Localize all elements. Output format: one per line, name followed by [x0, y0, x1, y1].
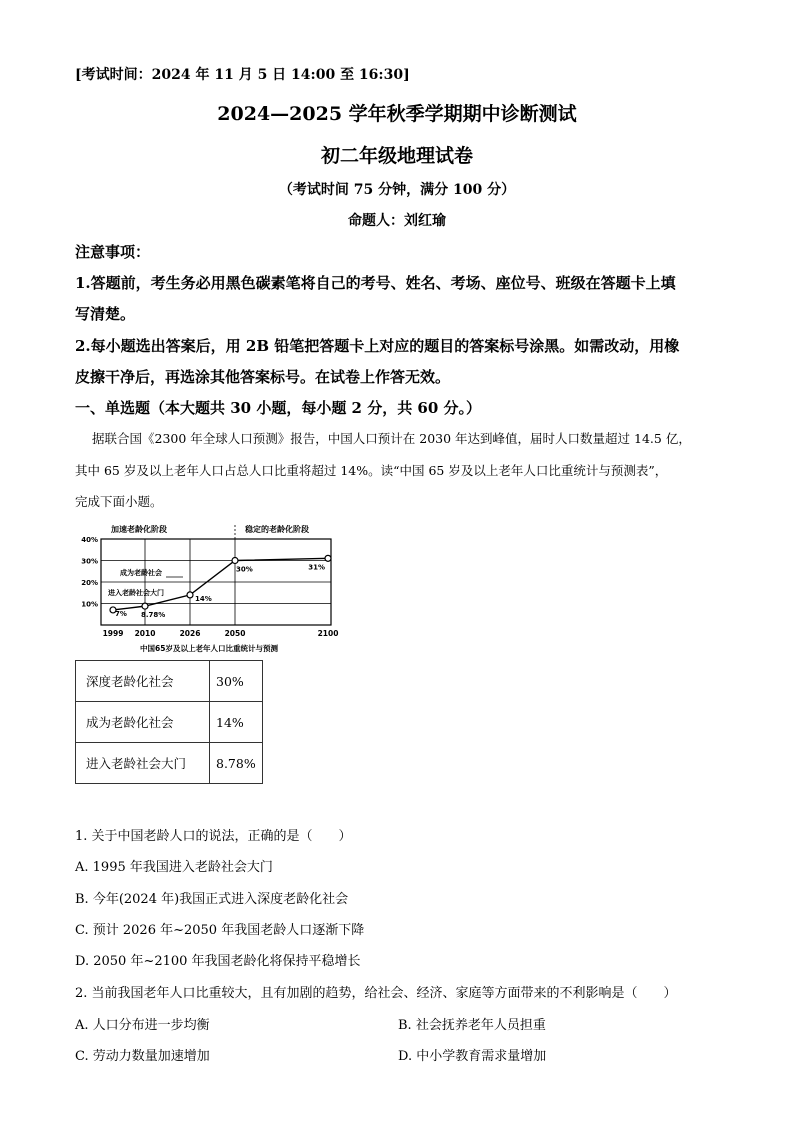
data-point	[325, 555, 331, 561]
data-label-2010: 8.78%	[141, 611, 166, 620]
table-row	[76, 702, 263, 743]
table-cell-label: 深度老龄化社会	[76, 661, 210, 702]
data-label-1999: 7%	[115, 609, 127, 618]
exam-duration: （考试时间 75 分钟，满分 100 分）	[278, 182, 516, 198]
chart-title: 中国65岁及以上老年人口比重统计与预测	[140, 644, 278, 653]
data-label-2026: 14%	[195, 594, 212, 603]
q1-option-d: D. 2050 年~2100 年我国老龄化将保持平稳增长	[75, 954, 361, 969]
annotation-enter-aging: 进入老龄社会大门	[108, 589, 164, 597]
notes-item2-line1: 2.每小题选出答案后，用 2B 铅笔把答题卡上对应的题目的答案标号涂黑。如需改动，用橡	[75, 337, 680, 355]
notes-heading: 注意事项：	[75, 243, 151, 261]
table-cell-label: 成为老龄化社会	[76, 702, 210, 743]
table-cell-value: 8.78%	[210, 743, 263, 784]
x-tick-label: 2026	[179, 629, 201, 638]
exam-subtitle: 初二年级地理试卷	[320, 145, 473, 167]
y-tick-label: 10%	[81, 600, 98, 609]
data-label-2100: 31%	[308, 563, 325, 572]
exam-title: 2024—2025 学年秋季学期期中诊断测试	[217, 103, 577, 125]
table-cell-value: 14%	[210, 702, 263, 743]
y-tick-label: 40%	[81, 536, 98, 544]
q2-stem: 2. 当前我国老年人口比重较大，且有加剧的趋势，给社会、经济、家庭等方面带来的不利影响是（ ）	[75, 986, 677, 1001]
q2-option-a: A. 人口分布进一步均衡	[75, 1018, 210, 1033]
q1-option-b: B. 今年(2024 年)我国正式进入深度老龄化社会	[75, 892, 349, 907]
data-point	[187, 592, 193, 598]
data-point	[232, 558, 238, 564]
y-tick-label: 20%	[81, 579, 98, 587]
q2-option-d: D. 中小学教育需求量增加	[398, 1049, 547, 1064]
q2-option-b: B. 社会抚养老年人员担重	[398, 1018, 546, 1033]
x-tick-label: 2050	[224, 629, 246, 638]
q1-stem: 1. 关于中国老龄人口的说法，正确的是（ ）	[75, 829, 352, 844]
annotation-become-aging: 成为老龄社会	[120, 569, 162, 577]
aging-population-chart	[75, 520, 340, 655]
q1-option-c: C. 预计 2026 年~2050 年我国老龄人口逐渐下降	[75, 923, 365, 938]
data-label-2050: 30%	[236, 565, 253, 574]
passage-line2: 其中 65 岁及以上老年人口占总人口比重将超过 14%。读“中国 65 岁及以上老年人口比重统计与预测表”，	[75, 463, 668, 478]
passage-line1: 据联合国《2300 年全球人口预测》报告，中国人口预计在 2030 年达到峰值，届时人口数量超过 14.5 亿，	[92, 431, 691, 446]
notes-item2-line2: 皮擦干净后，再选涂其他答案标号。在试卷上作答无效。	[75, 368, 451, 386]
notes-item1-line1: 1.答题前，考生务必用黑色碳素笔将自己的考号、姓名、考场、座位号、班级在答题卡上填	[75, 274, 676, 292]
section1-heading: 一、单选题（本大题共 30 小题，每小题 2 分，共 60 分。）	[75, 399, 482, 417]
aging-stage-table	[75, 660, 263, 784]
stage-label-stable: 稳定的老龄化阶段	[245, 525, 309, 534]
notes-item1-line2: 写清楚。	[75, 305, 136, 323]
table-cell-label: 进入老龄社会大门	[76, 743, 210, 784]
x-tick-label: 2100	[317, 629, 339, 638]
table-cell-value: 30%	[210, 661, 263, 702]
table-row	[76, 661, 263, 702]
x-tick-label: 1999	[102, 629, 124, 638]
q2-option-c: C. 劳动力数量加速增加	[75, 1049, 210, 1064]
y-tick-label: 30%	[81, 557, 98, 566]
stage-label-accelerating: 加速老龄化阶段	[111, 525, 167, 534]
exam-author: 命题人：刘红瑜	[348, 213, 446, 229]
q1-option-a: A. 1995 年我国进入老龄社会大门	[75, 860, 273, 875]
x-tick-label: 2010	[134, 629, 156, 638]
table-row	[76, 743, 263, 784]
exam-time: [考试时间：2024 年 11 月 5 日 14:00 至 16:30]	[75, 67, 410, 83]
data-point	[142, 603, 148, 609]
passage-line3: 完成下面小题。	[75, 494, 163, 509]
